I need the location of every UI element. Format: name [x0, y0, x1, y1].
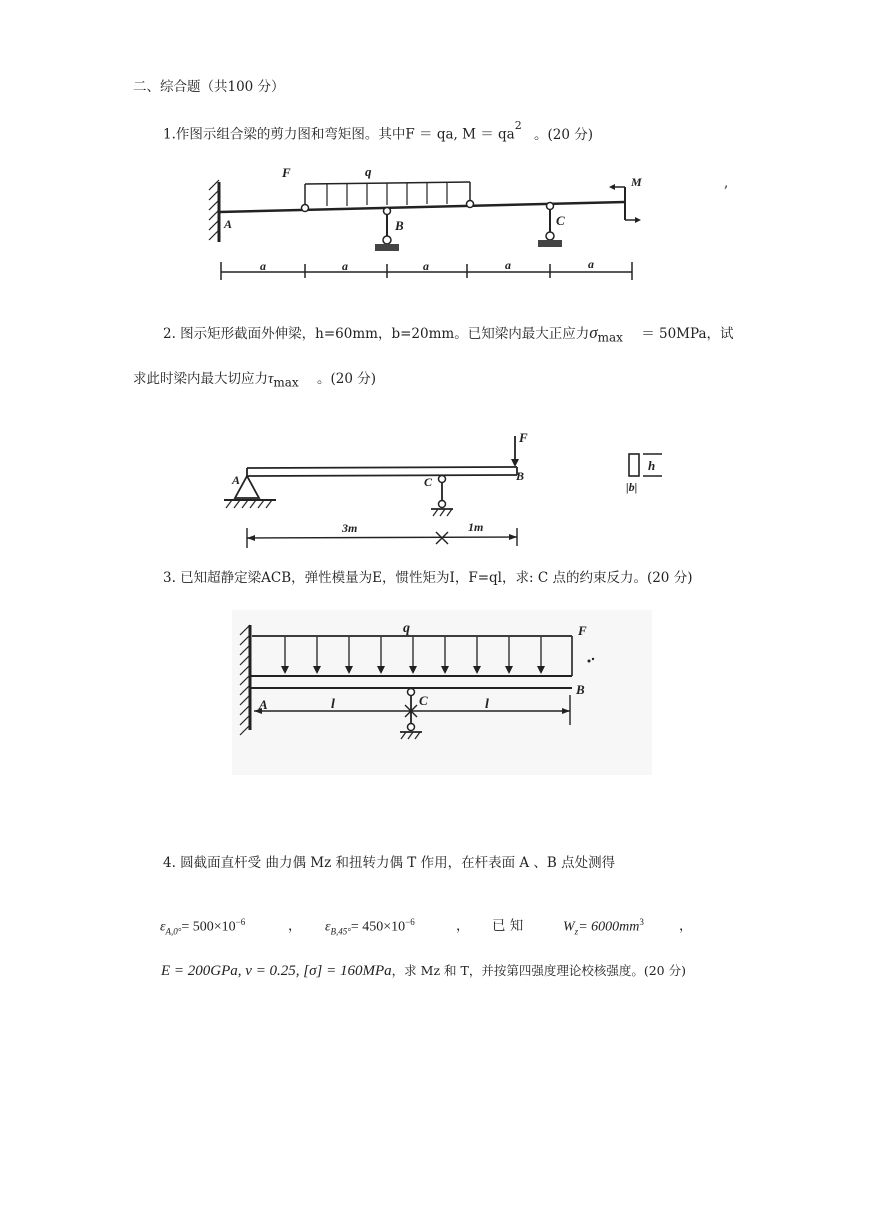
q4-wz-exp: 3: [639, 917, 644, 927]
section-title: 二、综合题（共100 分）: [133, 79, 285, 95]
q2-line1-a: 2. 图示矩形截面外伸梁，h=60mm，b=20mm。已知梁内最大正应力: [163, 326, 590, 342]
q2-label-len1: 3m: [342, 521, 358, 535]
q3-label-F: F: [578, 623, 587, 638]
q2-line2: [133, 370, 376, 392]
q1-sup: 2: [514, 119, 522, 132]
q2-sigma-sub: max: [597, 330, 623, 345]
q4-wz-val: = 6000mm: [578, 919, 640, 935]
q4-known: 已 知: [492, 918, 524, 934]
q1-label-C: C: [556, 213, 565, 228]
q4-comma-2: ，: [456, 918, 470, 934]
q2-tau-sub: max: [273, 375, 299, 390]
q1-label-A: A: [224, 217, 233, 231]
q2-label-C: C: [424, 475, 433, 489]
q2-line2-a: 求此时梁内最大切应力: [133, 371, 268, 387]
q4-eps-b-sub: B,45°: [330, 926, 351, 937]
q1-label-a4: a: [505, 258, 511, 272]
q1-label-a2: a: [342, 259, 348, 273]
q1-label-q: q: [365, 164, 372, 179]
q1-label-F: F: [282, 165, 291, 180]
q1-label-M: M: [631, 175, 642, 189]
q3-label-q: q: [403, 621, 410, 636]
q4-line3-text: ，求 Mz 和 T，并按第四强度理论校核强度。(20 分): [391, 963, 686, 978]
q4-eps-a-sub: A,0°: [165, 926, 182, 937]
q4-line3: [161, 962, 686, 980]
q1-beam-figure: [205, 162, 665, 288]
q2-label-F: F: [519, 430, 528, 445]
q1-label-a1: a: [260, 259, 266, 273]
q4-eps-a: [160, 917, 245, 936]
q2-label-len2: 1m: [468, 520, 484, 534]
q2-beam-figure: [212, 428, 672, 553]
q3-label-l2: l: [485, 697, 489, 712]
q2-line1-b: ＝ 50MPa，试: [641, 326, 734, 342]
q4-eps-b-exp: −6: [405, 917, 415, 927]
q4-eps-a-val: = 500×10: [181, 919, 236, 935]
q2-line1: [163, 324, 734, 347]
q4-line3-math: E = 200GPa, ν = 0.25, [σ] = 160MPa: [161, 963, 392, 979]
q4-wz-sub: z: [574, 926, 579, 937]
q3-label-B: B: [576, 682, 585, 697]
q4-comma-3: ，: [679, 918, 693, 934]
q2-tau: τ: [268, 371, 274, 387]
q2-line2-b: 。(20 分): [316, 371, 376, 387]
q1-text-a: 1.作图示组合梁的剪力图和弯矩图。其中F ＝ qa, M ＝ qa: [163, 126, 515, 143]
q1-label-B: B: [395, 218, 404, 233]
q1-stray-mark: ,: [724, 175, 729, 191]
q3-label-A: A: [259, 697, 268, 712]
q2-label-B: B: [516, 469, 525, 483]
q1-label-a3: a: [423, 259, 429, 273]
q3-label-C: C: [419, 693, 428, 708]
q2-label-b: |b|: [626, 480, 638, 494]
q2-label-h: h: [648, 458, 656, 473]
q4-text: 4. 圆截面直杆受 曲力偶 Mz 和扭转力偶 T 作用，在杆表面 A 、B 点处测得: [163, 855, 616, 871]
q4-eps-b-symbol: ε: [325, 919, 331, 935]
q1-text-b: 。(20 分): [534, 126, 594, 143]
q1-text: [163, 121, 593, 144]
q4-eps-a-symbol: ε: [160, 919, 166, 935]
q4-eps-b: [325, 917, 415, 936]
q1-label-a5: a: [588, 257, 594, 271]
q3-label-l1: l: [331, 697, 335, 712]
q4-wz-symbol: W: [563, 919, 575, 935]
q4-comma-1: ，: [288, 918, 302, 934]
q2-sigma: σ: [589, 323, 598, 342]
q4-wz: [563, 917, 644, 936]
q3-beam-figure: [232, 610, 652, 775]
q2-label-A: A: [232, 473, 241, 487]
q4-eps-a-exp: −6: [235, 917, 246, 927]
q3-text: 3. 已知超静定梁ACB，弹性模量为E，惯性矩为I，F=ql，求: C 点的约束反力。(20 分): [163, 570, 693, 586]
q4-eps-b-val: = 450×10: [350, 919, 406, 935]
q2-section-figure: [620, 448, 680, 498]
